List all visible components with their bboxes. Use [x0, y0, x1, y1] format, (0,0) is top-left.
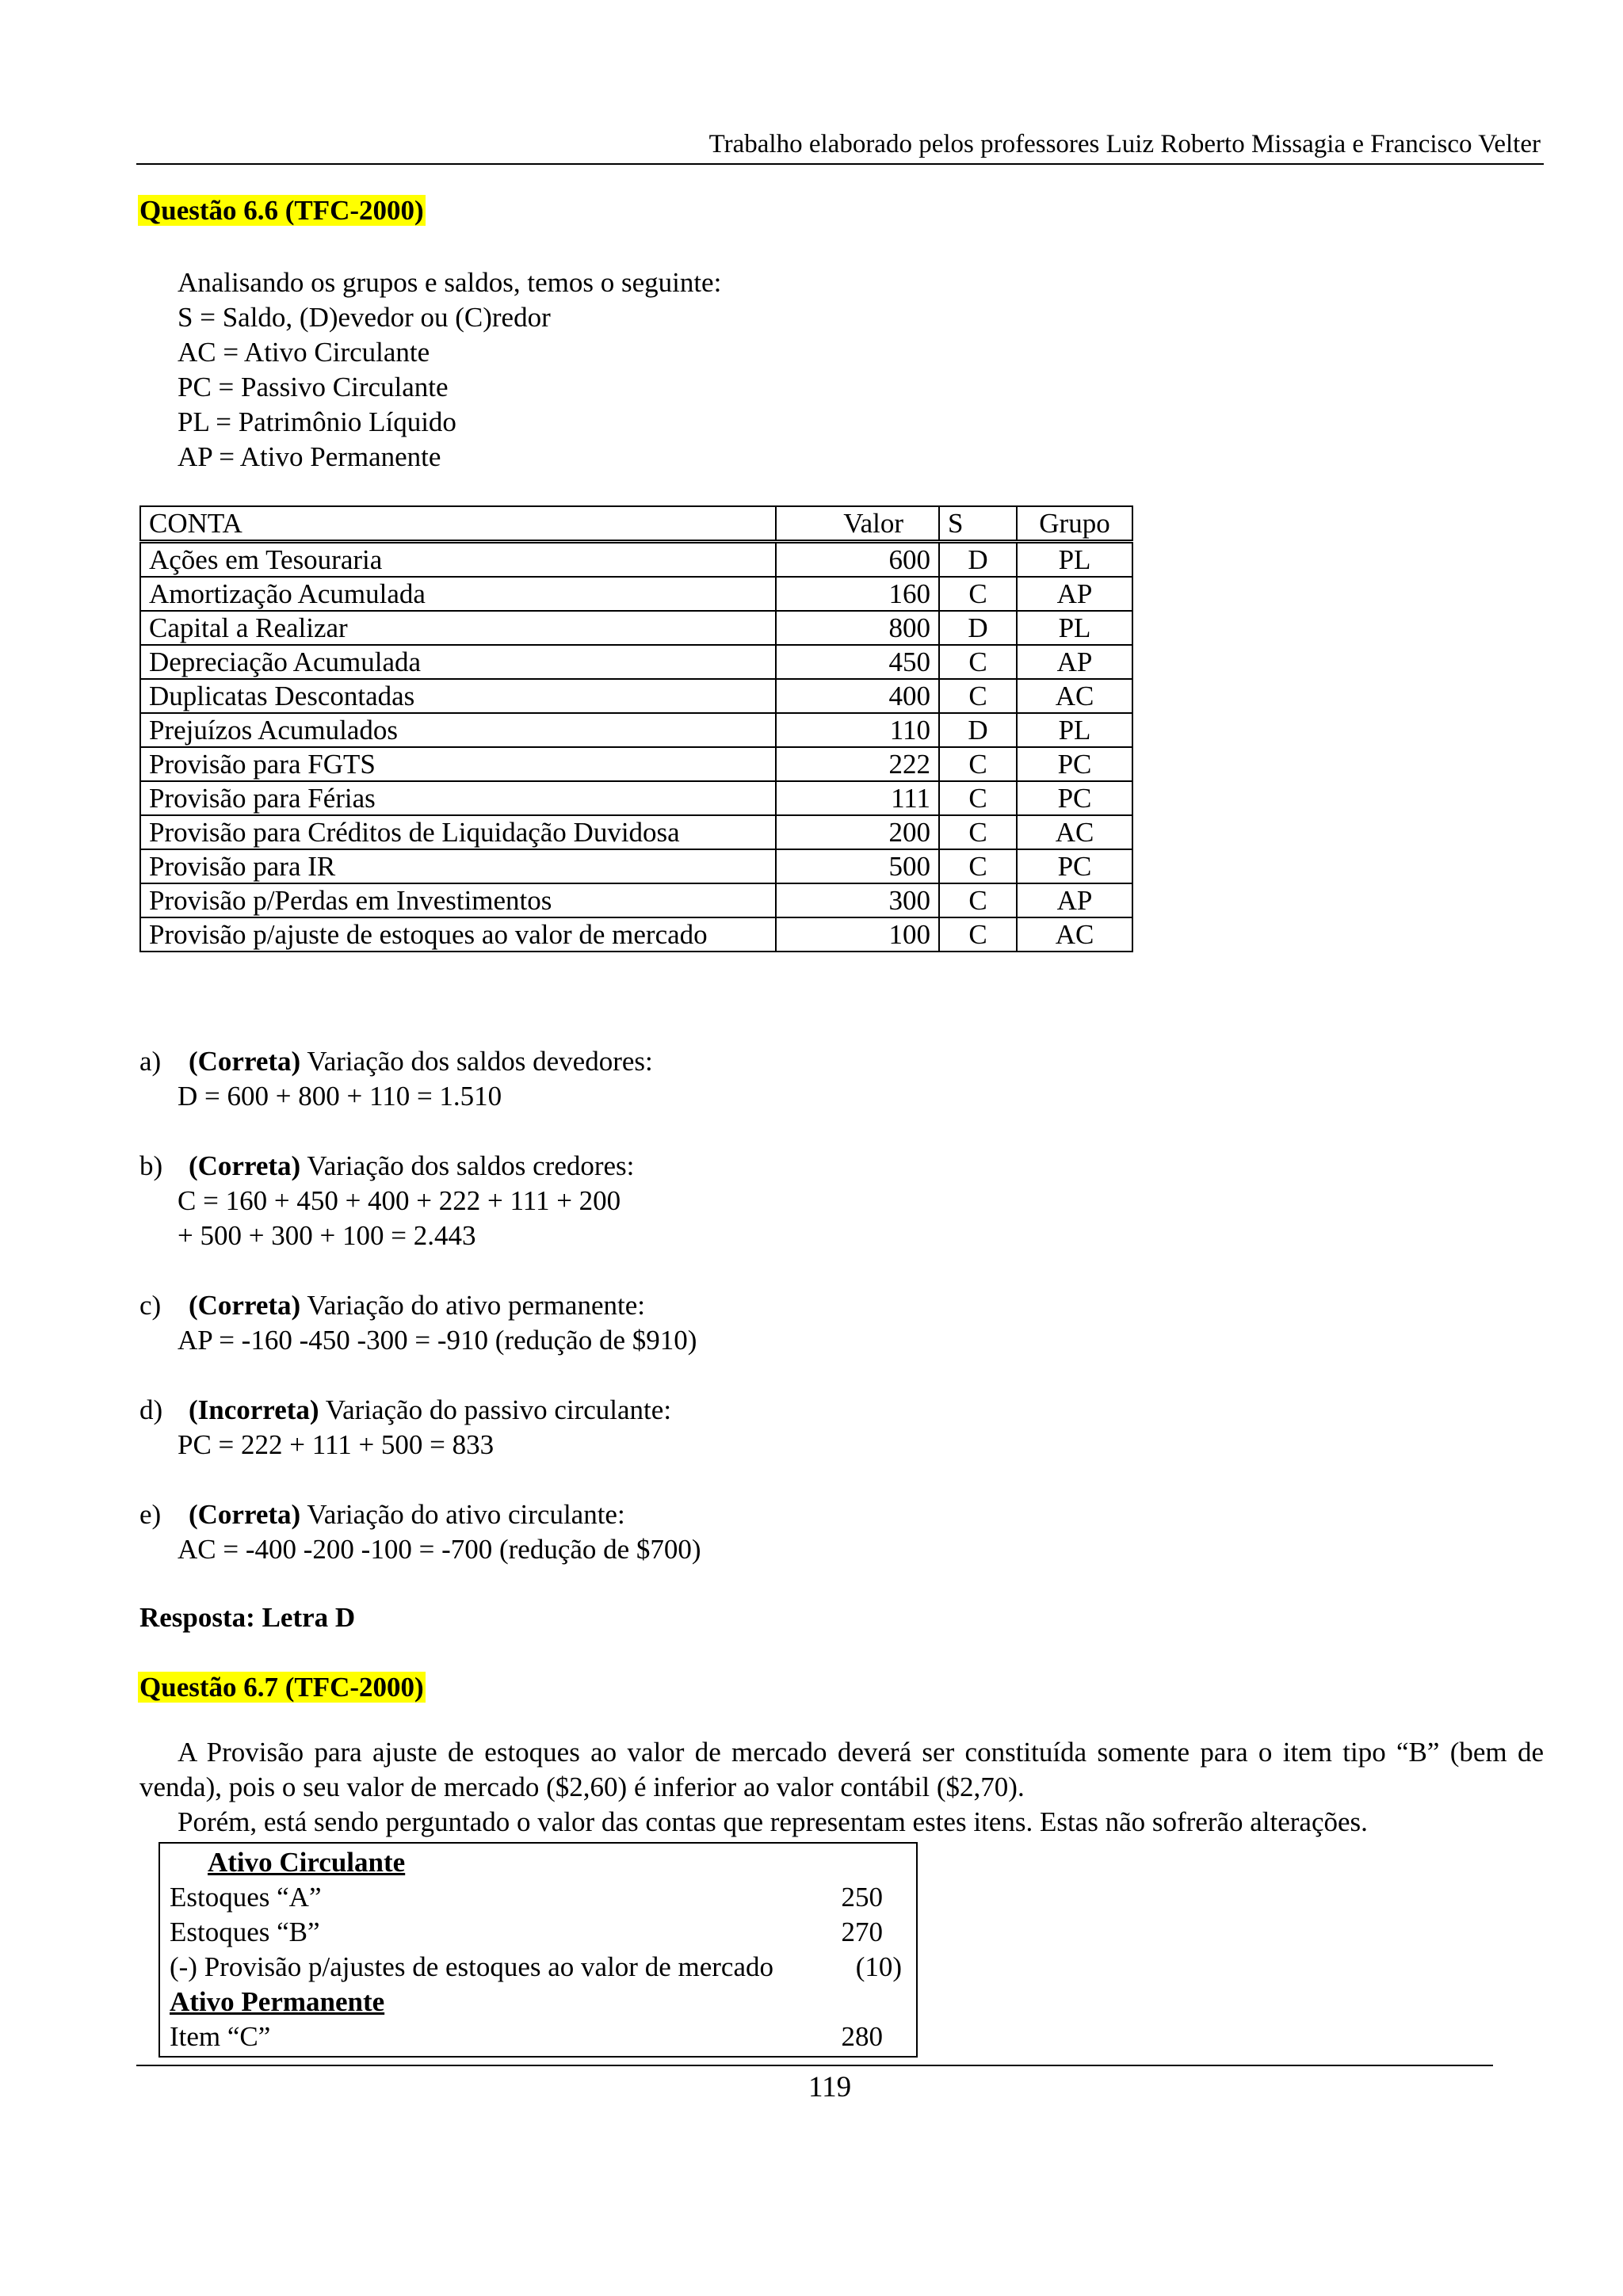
- table-row: [140, 645, 1132, 679]
- option-b: b) (Correta) Variação dos saldos credores: C = 160 + 450 + 400 + 222 + 111 + 200 + 500 + 300 + 100 = 2.443: [139, 1149, 1487, 1253]
- cell-s: D: [939, 542, 1017, 578]
- cell-valor: 222: [776, 747, 939, 781]
- table-row: [140, 883, 1132, 917]
- cell-s: C: [939, 577, 1017, 611]
- option-calc: AP = -160 -450 -300 = -910 (redução de $910): [178, 1325, 697, 1356]
- intro-line: Analisando os grupos e saldos, temos o seguinte:: [178, 267, 722, 298]
- box-row-value: 270: [841, 1917, 883, 1947]
- cell-grupo: AC: [1017, 815, 1132, 849]
- table-row: [140, 679, 1132, 713]
- table-row: [140, 542, 1132, 578]
- cell-conta: Provisão para IR: [140, 849, 776, 883]
- cell-valor: 500: [776, 849, 939, 883]
- table-row: [140, 815, 1132, 849]
- cell-conta: Provisão para FGTS: [140, 747, 776, 781]
- option-status: (Correta): [189, 1150, 301, 1181]
- box-row-label: Estoques “A”: [170, 1882, 322, 1913]
- question-6-6-title: Questão 6.6 (TFC-2000): [139, 195, 424, 226]
- cell-valor: 110: [776, 713, 939, 747]
- option-status: (Correta): [189, 1499, 301, 1530]
- table-row: [140, 713, 1132, 747]
- box-row: [170, 1915, 907, 1950]
- box-row-label: Item “C”: [170, 2021, 271, 2052]
- option-text: Variação do passivo circulante:: [325, 1394, 672, 1425]
- column-header-grupo: Grupo: [1017, 506, 1132, 542]
- option-status: (Correta): [189, 1046, 301, 1077]
- ativo-permanente-heading: Ativo Permanente: [170, 1986, 385, 2017]
- cell-s: C: [939, 679, 1017, 713]
- cell-valor: 400: [776, 679, 939, 713]
- cell-grupo: PC: [1017, 747, 1132, 781]
- box-row: [170, 1880, 907, 1915]
- cell-s: C: [939, 781, 1017, 815]
- box-row-value: 250: [841, 1882, 883, 1913]
- cell-valor: 111: [776, 781, 939, 815]
- table-row: [140, 781, 1132, 815]
- table-row: [140, 747, 1132, 781]
- box-row-label: (-) Provisão p/ajustes de estoques ao valor de mercado: [170, 1951, 773, 1982]
- cell-grupo: PC: [1017, 849, 1132, 883]
- cell-valor: 800: [776, 611, 939, 645]
- intro-line: PC = Passivo Circulante: [178, 372, 449, 402]
- cell-conta: Provisão p/Perdas em Investimentos: [140, 883, 776, 917]
- intro-line: AC = Ativo Circulante: [178, 337, 430, 368]
- cell-s: C: [939, 883, 1017, 917]
- cell-conta: Duplicatas Descontadas: [140, 679, 776, 713]
- intro-block: [178, 265, 721, 475]
- header-divider: [136, 163, 1544, 165]
- table-row: [140, 611, 1132, 645]
- cell-conta: Ações em Tesouraria: [140, 542, 776, 578]
- option-text: Variação dos saldos credores:: [307, 1150, 635, 1181]
- question-6-7-title: Questão 6.7 (TFC-2000): [139, 1672, 424, 1703]
- cell-conta: Provisão p/ajuste de estoques ao valor de mercado: [140, 917, 776, 952]
- box-row: [170, 1950, 907, 1985]
- option-d: d) (Incorreta) Variação do passivo circulante: PC = 222 + 111 + 500 = 833: [139, 1393, 1487, 1463]
- cell-s: C: [939, 747, 1017, 781]
- cell-conta: Amortização Acumulada: [140, 577, 776, 611]
- cell-grupo: AP: [1017, 645, 1132, 679]
- column-header-conta: CONTA: [140, 506, 776, 542]
- option-status: (Correta): [189, 1290, 301, 1321]
- column-header-s: S: [939, 506, 1017, 542]
- ativo-circulante-heading: Ativo Circulante: [208, 1847, 406, 1878]
- option-text: Variação do ativo permanente:: [307, 1290, 645, 1321]
- accounts-table: [139, 505, 1133, 952]
- cell-grupo: PL: [1017, 611, 1132, 645]
- intro-line: PL = Patrimônio Líquido: [178, 406, 456, 437]
- box-row-label: Estoques “B”: [170, 1917, 320, 1947]
- cell-valor: 160: [776, 577, 939, 611]
- paragraph-1: A Provisão para ajuste de estoques ao valor de mercado deverá ser constituída somente para o item tipo “B” (bem de venda), pois o seu valor de mercado ($2,60) é inferior ao valor contábil ($2,70).: [139, 1737, 1544, 1802]
- cell-grupo: AP: [1017, 883, 1132, 917]
- box-row-value: 280: [841, 2021, 883, 2052]
- box-row-value: (10): [855, 1951, 902, 1982]
- table-row: [140, 849, 1132, 883]
- option-calc: D = 600 + 800 + 110 = 1.510: [178, 1081, 502, 1112]
- cell-s: C: [939, 849, 1017, 883]
- option-calc: C = 160 + 450 + 400 + 222 + 111 + 200: [178, 1185, 621, 1216]
- cell-s: D: [939, 713, 1017, 747]
- page-number: 119: [808, 2071, 852, 2103]
- cell-grupo: AP: [1017, 577, 1132, 611]
- cell-conta: Prejuízos Acumulados: [140, 713, 776, 747]
- balance-box: [158, 1842, 918, 2058]
- cell-conta: Depreciação Acumulada: [140, 645, 776, 679]
- intro-line: AP = Ativo Permanente: [178, 441, 441, 472]
- table-row: [140, 917, 1132, 952]
- cell-valor: 200: [776, 815, 939, 849]
- option-calc: PC = 222 + 111 + 500 = 833: [178, 1429, 495, 1460]
- cell-valor: 100: [776, 917, 939, 952]
- cell-grupo: PL: [1017, 542, 1132, 578]
- cell-grupo: AC: [1017, 679, 1132, 713]
- option-a: a) (Correta) Variação dos saldos devedores: D = 600 + 800 + 110 = 1.510: [139, 1044, 1487, 1114]
- cell-s: C: [939, 917, 1017, 952]
- q67-paragraph: [139, 1735, 1544, 1840]
- cell-valor: 300: [776, 883, 939, 917]
- paragraph-2: Porém, está sendo perguntado o valor das contas que representam estes itens. Estas não sofrerão alterações.: [178, 1806, 1368, 1837]
- cell-grupo: PL: [1017, 713, 1132, 747]
- footer-divider: [136, 2065, 1493, 2066]
- cell-valor: 450: [776, 645, 939, 679]
- option-text: Variação do ativo circulante:: [307, 1499, 625, 1530]
- answer-line: Resposta: Letra D: [139, 1602, 356, 1633]
- table-row: [140, 577, 1132, 611]
- intro-line: S = Saldo, (D)evedor ou (C)redor: [178, 302, 551, 333]
- cell-grupo: PC: [1017, 781, 1132, 815]
- cell-s: C: [939, 815, 1017, 849]
- box-row: [170, 2019, 907, 2054]
- table-header-row: [140, 506, 1132, 542]
- column-header-valor: Valor: [776, 506, 939, 542]
- option-e: e) (Correta) Variação do ativo circulante: AC = -400 -200 -100 = -700 (redução de $700): [139, 1497, 1487, 1567]
- cell-conta: Capital a Realizar: [140, 611, 776, 645]
- cell-s: D: [939, 611, 1017, 645]
- option-calc: AC = -400 -200 -100 = -700 (redução de $700): [178, 1534, 701, 1565]
- cell-conta: Provisão para Créditos de Liquidação Duvidosa: [140, 815, 776, 849]
- cell-conta: Provisão para Férias: [140, 781, 776, 815]
- option-c: c) (Correta) Variação do ativo permanente: AP = -160 -450 -300 = -910 (redução de $910): [139, 1288, 1487, 1358]
- answer-options: [139, 1044, 1487, 1602]
- cell-s: C: [939, 645, 1017, 679]
- cell-valor: 600: [776, 542, 939, 578]
- option-status: (Incorreta): [189, 1394, 319, 1425]
- cell-grupo: AC: [1017, 917, 1132, 952]
- table-body: [140, 542, 1132, 952]
- option-calc: + 500 + 300 + 100 = 2.443: [178, 1220, 476, 1251]
- page-header: Trabalho elaborado pelos professores Luiz Roberto Missagia e Francisco Velter: [708, 130, 1541, 158]
- option-text: Variação dos saldos devedores:: [307, 1046, 653, 1077]
